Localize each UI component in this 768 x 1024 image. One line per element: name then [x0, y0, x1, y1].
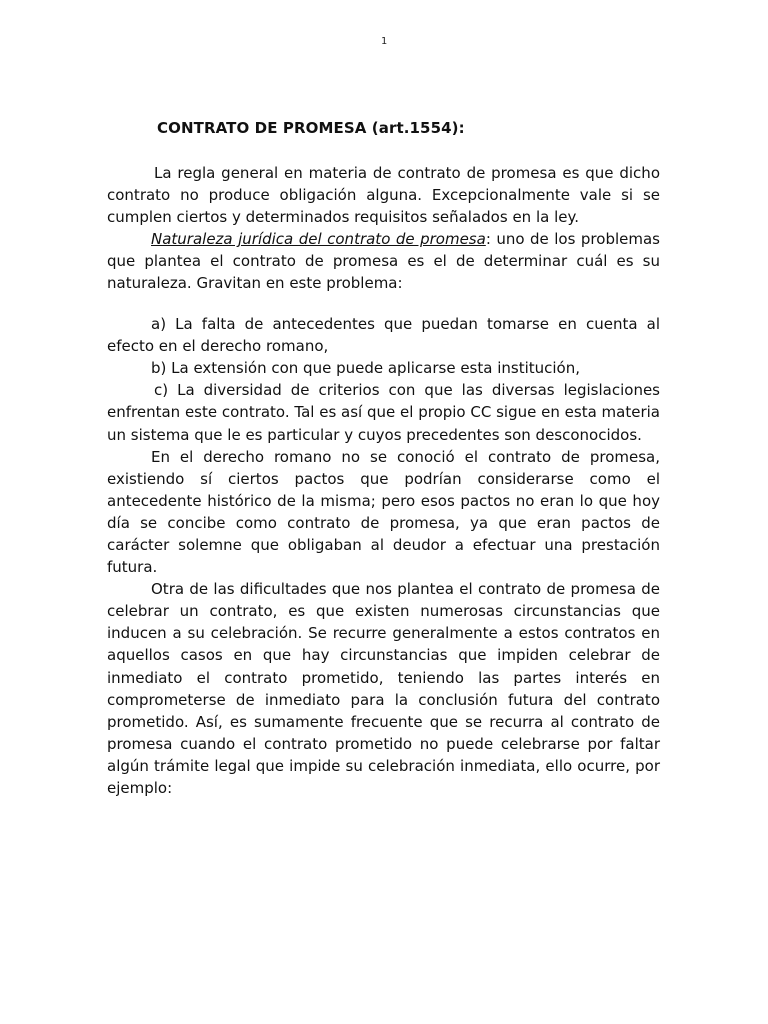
paragraph-legal-nature-text: : uno de los problemas que plantea el contrato de promesa es el de determinar cuál es su naturaleza. Gravitan en este problema:	[107, 230, 660, 293]
paragraph-difficulties: Otra de las dificultades que nos plantea el contrato de promesa de celebrar un contrato, es que existen numerosas circunstancias que inducen a su celebración. Se recurre generalmente a estos contratos en aquellos casos en que hay circunstancias que impiden celebrar de inmediato el contrato prometido, teniendo las partes interés en comprometerse de inmediato para la conclusión futura del contrato prometido. Así, es sumamente frecuente que se recurra al contrato de promesa cuando el contrato prometido no puede celebrarse por faltar algún trámite legal que impide su celebración inmediata, ello ocurre, por ejemplo:	[107, 580, 660, 798]
list-item-a: a) La falta de antecedentes que puedan tomarse en cuenta al efecto en el derecho romano,	[107, 315, 660, 356]
paragraph-general-rule: La regla general en materia de contrato de promesa es que dicho contrato no produce obligación alguna. Excepcionalmente vale si se cumplen ciertos y determinados requisitos señalados en la ley.	[107, 164, 660, 227]
paragraph-gap	[107, 295, 660, 314]
document-body	[107, 162, 660, 799]
page-number: 1	[380, 36, 388, 47]
list-item-b: b) La extensión con que puede aplicarse esta institución,	[151, 359, 580, 378]
list-item-c: c) La diversidad de criterios con que las diversas legislaciones enfrentan este contrato. Tal es así que el propio CC sigue en esta materia un sistema que le es particular y cuyos precedentes son desconocidos.	[107, 381, 660, 444]
document-title: CONTRATO DE PROMESA (art.1554):	[157, 119, 465, 137]
paragraph-roman-law: En el derecho romano no se conoció el contrato de promesa, existiendo sí ciertos pactos que podrían considerarse como el antecedente histórico de la misma; pero esos pactos no eran lo que hoy día se concibe como contrato de promesa, ya que eran pactos de carácter solemne que obligaban al deudor a efectuar una prestación futura.	[107, 447, 660, 577]
section-heading-legal-nature: Naturaleza jurídica del contrato de promesa	[151, 230, 486, 249]
paragraph-legal-nature	[107, 228, 660, 294]
